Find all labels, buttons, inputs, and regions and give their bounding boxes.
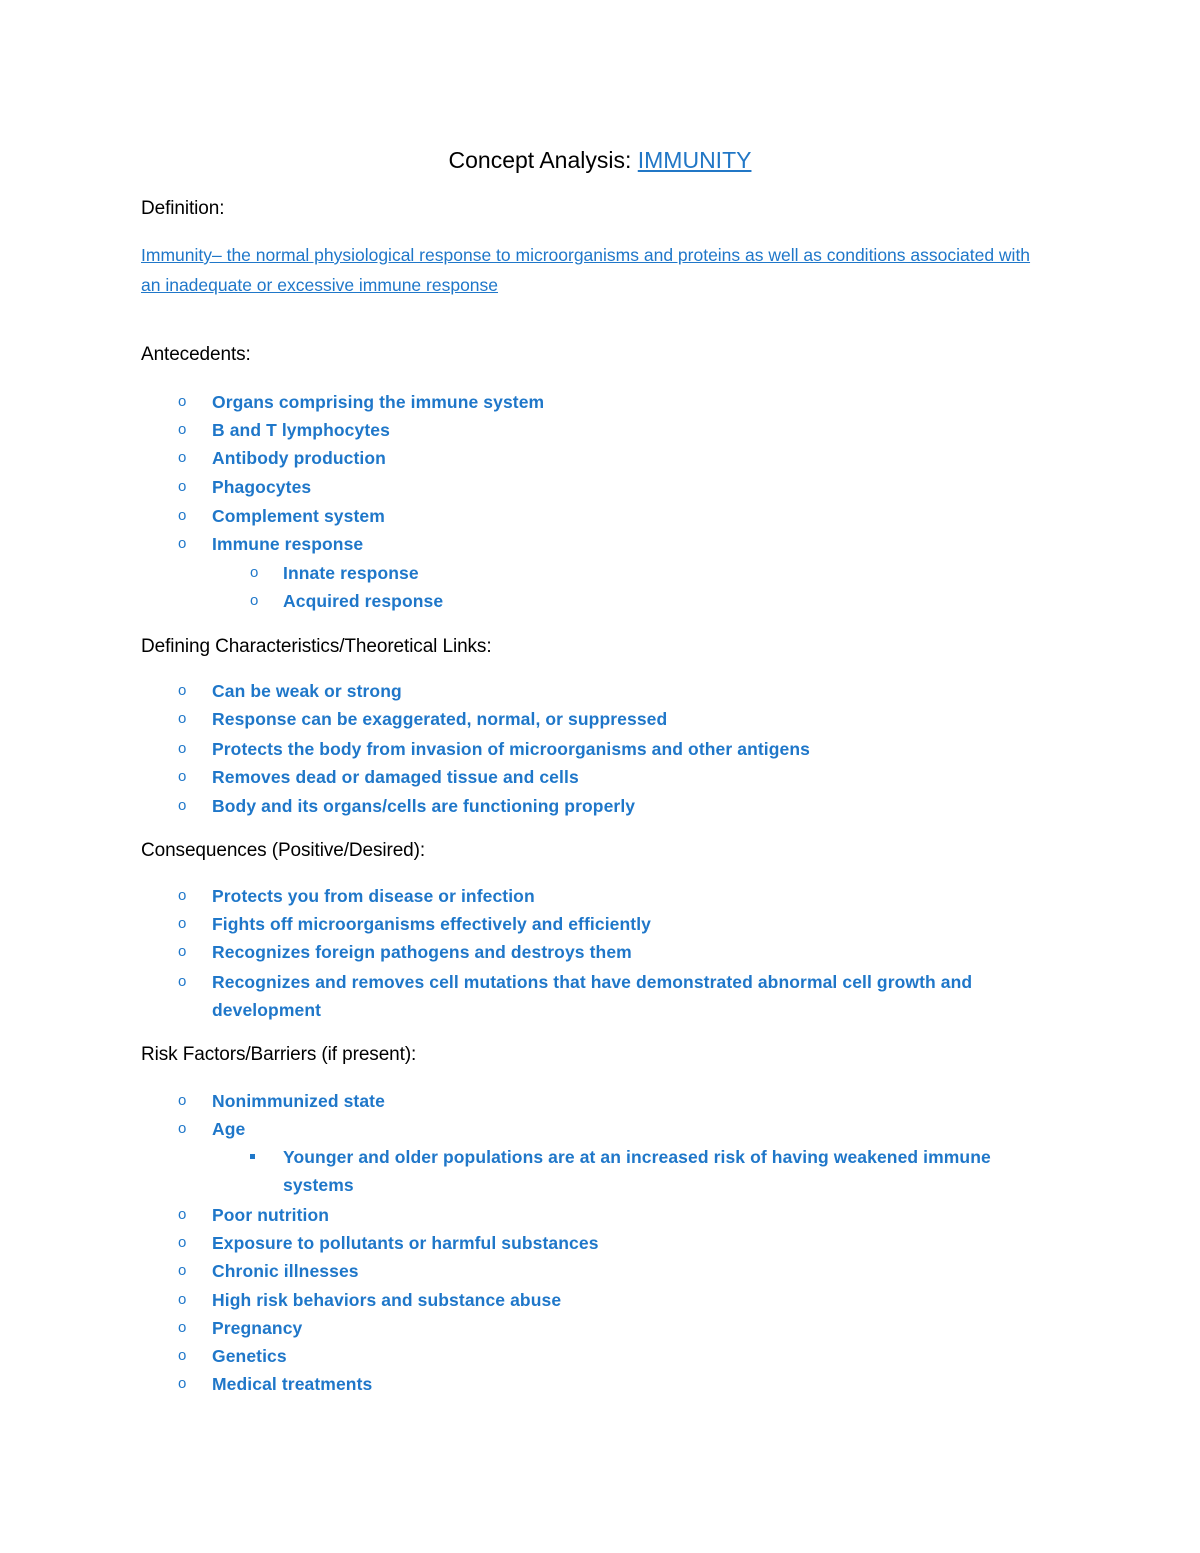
bullet-icon: o <box>178 449 187 466</box>
bullet-icon: o <box>178 943 187 960</box>
bullet-icon: o <box>178 421 187 438</box>
consequence-item-continued: development <box>212 1000 322 1020</box>
title-prefix: Concept Analysis: <box>448 147 638 173</box>
bullet-icon: o <box>178 1120 187 1137</box>
consequence-item: Recognizes and removes cell mutations that have demonstrated abnormal cell growth and <box>212 972 973 992</box>
bullet-icon: o <box>178 507 187 524</box>
bullet-icon: o <box>178 887 187 904</box>
consequence-item: Fights off microorganisms effectively and efficiently <box>212 914 652 934</box>
risk-item: Age <box>212 1119 246 1139</box>
bullet-icon: o <box>178 535 187 552</box>
definition-heading: Definition: <box>141 198 225 219</box>
antecedent-subitem: Acquired response <box>283 591 444 611</box>
risk-item: Medical treatments <box>212 1374 373 1394</box>
definition-text: Immunity– the normal physiological response to microorganisms and proteins as well as conditions associated with an inadequate or excessive immune response <box>141 245 1031 295</box>
bullet-icon: o <box>178 1375 187 1392</box>
bullet-icon: o <box>178 1262 187 1279</box>
risk-age-subitem-continued: systems <box>283 1175 354 1195</box>
antecedent-item: Antibody production <box>212 448 386 468</box>
bullet-icon: o <box>178 393 187 410</box>
bullet-icon: o <box>178 973 187 990</box>
risk-item: Genetics <box>212 1346 287 1366</box>
bullet-icon: o <box>178 768 187 785</box>
risk-age-subitem: Younger and older populations are at an increased risk of having weakened immune <box>283 1147 991 1167</box>
bullet-icon: o <box>178 1206 187 1223</box>
sub-bullet-icon: o <box>250 592 259 609</box>
bullet-icon: o <box>178 710 187 727</box>
antecedent-item: B and T lymphocytes <box>212 420 390 440</box>
defining-item: Body and its organs/cells are functioning properly <box>212 796 636 816</box>
risk-heading: Risk Factors/Barriers (if present): <box>141 1044 417 1065</box>
bullet-icon: o <box>178 1092 187 1109</box>
defining-item: Protects the body from invasion of microorganisms and other antigens <box>212 739 811 759</box>
bullet-icon: o <box>178 740 187 757</box>
page-title <box>0 145 1200 175</box>
risk-item: Chronic illnesses <box>212 1261 359 1281</box>
square-bullet-icon <box>250 1154 255 1159</box>
consequence-item: Protects you from disease or infection <box>212 886 535 906</box>
antecedents-heading: Antecedents: <box>141 344 251 365</box>
antecedent-item: Complement system <box>212 506 385 526</box>
antecedent-item: Immune response <box>212 534 364 554</box>
risk-item: Pregnancy <box>212 1318 303 1338</box>
defining-item: Response can be exaggerated, normal, or suppressed <box>212 709 668 729</box>
bullet-icon: o <box>178 797 187 814</box>
bullet-icon: o <box>178 915 187 932</box>
defining-item: Removes dead or damaged tissue and cells <box>212 767 579 787</box>
consequence-item: Recognizes foreign pathogens and destroys them <box>212 942 632 962</box>
risk-item: Nonimmunized state <box>212 1091 385 1111</box>
bullet-icon: o <box>178 478 187 495</box>
antecedent-item: Phagocytes <box>212 477 312 497</box>
defining-heading: Defining Characteristics/Theoretical Links: <box>141 636 492 657</box>
bullet-icon: o <box>178 1319 187 1336</box>
bullet-icon: o <box>178 1291 187 1308</box>
risk-item: High risk behaviors and substance abuse <box>212 1290 562 1310</box>
risk-item: Poor nutrition <box>212 1205 330 1225</box>
antecedent-subitem: Innate response <box>283 563 419 583</box>
title-topic: IMMUNITY <box>637 147 752 173</box>
bullet-icon: o <box>178 1234 187 1251</box>
bullet-icon: o <box>178 682 187 699</box>
antecedent-item: Organs comprising the immune system <box>212 392 545 412</box>
risk-item: Exposure to pollutants or harmful substances <box>212 1233 599 1253</box>
sub-bullet-icon: o <box>250 564 259 581</box>
consequences-heading: Consequences (Positive/Desired): <box>141 840 426 861</box>
bullet-icon: o <box>178 1347 187 1364</box>
defining-item: Can be weak or strong <box>212 681 402 701</box>
